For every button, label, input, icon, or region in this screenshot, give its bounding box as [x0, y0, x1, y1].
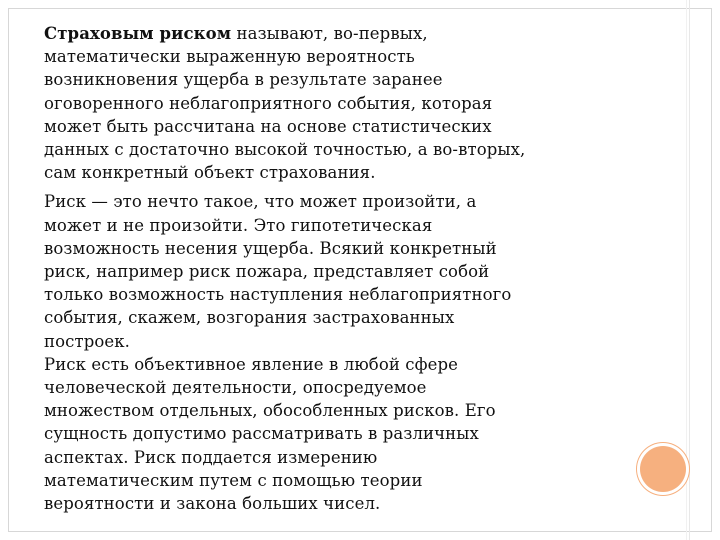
text-line: Риск — это нечто такое, что может произойти, а	[44, 192, 477, 212]
text-segment: называют, во-первых,	[231, 24, 428, 43]
defined-term: Страховым риском	[44, 24, 232, 43]
text-line: возможность несения ущерба. Всякий конкретный	[44, 238, 497, 258]
text-line: человеческой деятельности, опосредуемое	[44, 378, 427, 398]
slide-text	[44, 22, 654, 515]
text-line: только возможность наступления неблагоприятного	[44, 285, 512, 305]
text-line: риск, например риск пожара, представляет собой	[44, 262, 490, 282]
text-line: Риск есть объективное явление в любой сфере	[44, 354, 459, 374]
right-decorative-rule-inner	[686, 0, 687, 540]
text-line: может быть рассчитана на основе статистических	[44, 116, 492, 136]
text-line: события, скажем, возгорания застрахованных	[44, 308, 455, 328]
text-line: множеством отдельных, обособленных рисков. Его	[44, 401, 496, 421]
paragraph-risk-objective	[44, 353, 654, 515]
text-line: данных с достаточно высокой точностью, а во-вторых,	[44, 140, 526, 160]
text-line: математически выраженную вероятность	[44, 47, 415, 67]
text-line: аспектах. Риск поддается измерению	[44, 447, 378, 467]
text-line: математическим путем с помощью теории	[44, 470, 423, 490]
text-line: вероятности и закона больших чисел.	[44, 494, 381, 514]
text-line: возникновения ущерба в результате заранее	[44, 70, 443, 90]
text-line: сам конкретный объект страхования.	[44, 163, 376, 183]
text-line: построек.	[44, 331, 131, 351]
text-line: сущность допустимо рассматривать в различных	[44, 424, 479, 444]
paragraph-definition	[44, 22, 654, 184]
text-line: может и не произойти. Это гипотетическая	[44, 215, 433, 235]
text-line: оговоренного неблагоприятного события, которая	[44, 93, 493, 113]
right-decorative-rule	[689, 0, 690, 540]
paragraph-risk-possibility	[44, 190, 654, 352]
text-line	[44, 22, 654, 45]
